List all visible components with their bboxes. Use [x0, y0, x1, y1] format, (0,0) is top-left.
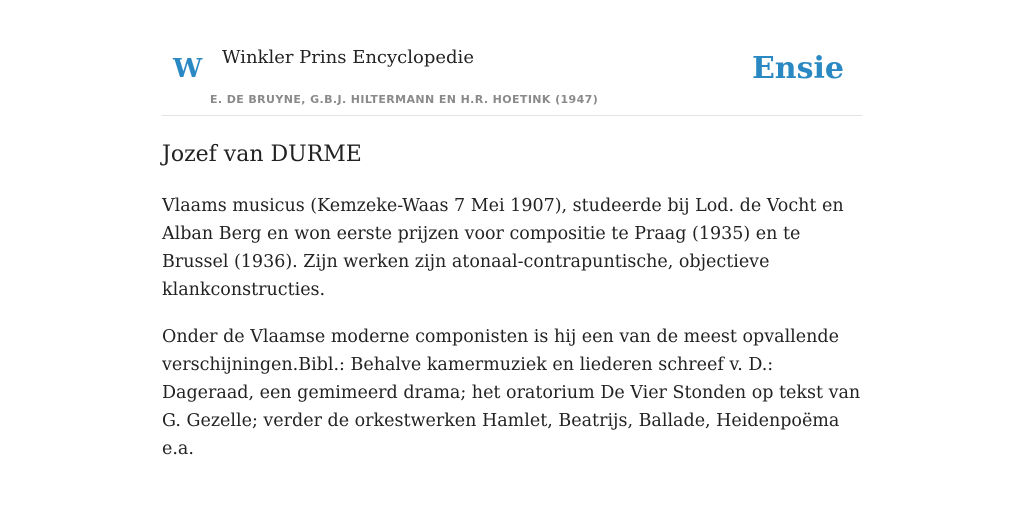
source-logo-icon: W	[173, 54, 203, 84]
article-paragraph-2: Onder de Vlaamse moderne componisten is hij een van de meest opvallende verschijningen.Bibl.: Behalve kamermuziek en liederen schreef v. D.: Dageraad, een gemimeerd drama; het oratorium De Vier Stonden op tekst van G. Gezelle; verder de orkestwerken Hamlet, Beatrijs, Ballade, Heidenpoëma e.a.	[162, 327, 861, 459]
source-authors: E. DE BRUYNE, G.B.J. HILTERMANN EN H.R. HOETINK (1947)	[210, 93, 599, 106]
ensie-brand-link[interactable]: Ensie	[751, 51, 844, 86]
source-header	[162, 44, 862, 116]
source-title[interactable]: Winkler Prins Encyclopedie	[222, 47, 474, 68]
article-title: Jozef van DURME	[162, 142, 362, 167]
article-paragraph-1: Vlaams musicus (Kemzeke-Waas 7 Mei 1907), studeerde bij Lod. de Vocht en Alban Berg en won eerste prijzen voor compositie te Praag (1935) en te Brussel (1936). Zijn werken zijn atonaal-contrapuntische, objectieve klankconstructies.	[162, 196, 844, 300]
page-container	[162, 0, 862, 463]
